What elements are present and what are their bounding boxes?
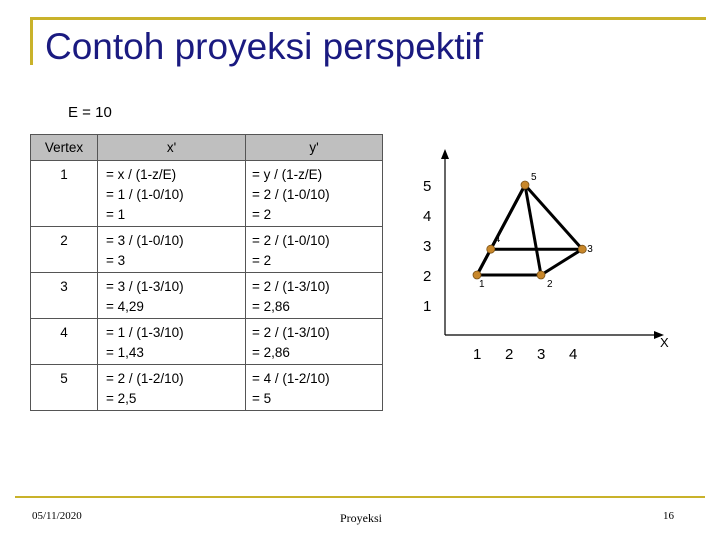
table-header-row bbox=[31, 135, 383, 161]
vertex-label: 5 bbox=[531, 172, 537, 183]
vertex-point bbox=[537, 271, 545, 279]
x-tick-label: 4 bbox=[569, 346, 578, 363]
header-x-prime: x' bbox=[98, 135, 246, 161]
vertex-cell: 2 bbox=[31, 227, 98, 273]
y-tick-label: 5 bbox=[423, 178, 432, 195]
y-prime-cell: = 2 / (1-0/10) = 2 bbox=[246, 227, 383, 273]
vertex-point bbox=[521, 181, 529, 189]
vertex-table bbox=[30, 134, 383, 411]
y-tick-label: 2 bbox=[423, 268, 432, 285]
y-axis-arrowhead bbox=[441, 149, 449, 159]
frame-top-rule bbox=[30, 17, 706, 20]
x-prime-cell: = 2 / (1-2/10) = 2,5 bbox=[98, 365, 246, 411]
footer-rule bbox=[15, 496, 705, 498]
y-tick-label: 3 bbox=[423, 238, 432, 255]
perspective-diagram bbox=[410, 140, 680, 370]
y-tick-label: 4 bbox=[423, 208, 432, 225]
table-row bbox=[31, 161, 383, 227]
table-row bbox=[31, 273, 383, 319]
x-tick-label: 2 bbox=[505, 346, 514, 363]
header-y-prime: y' bbox=[246, 135, 383, 161]
footer-title: Proyeksi bbox=[340, 511, 382, 525]
header-vertex: Vertex bbox=[31, 135, 98, 161]
table-row bbox=[31, 227, 383, 273]
x-tick-label: 1 bbox=[473, 346, 482, 363]
vertex-cell: 4 bbox=[31, 319, 98, 365]
x-prime-cell: = 1 / (1-3/10) = 1,43 bbox=[98, 319, 246, 365]
page-number: 16 bbox=[663, 510, 674, 522]
frame-left-rule bbox=[30, 17, 33, 65]
wireframe-edge bbox=[541, 249, 582, 275]
vertex-cell: 5 bbox=[31, 365, 98, 411]
eye-distance-param: E = 10 bbox=[68, 104, 112, 121]
table-row bbox=[31, 319, 383, 365]
vertex-point bbox=[487, 245, 495, 253]
vertex-label: 2 bbox=[547, 279, 553, 290]
x-prime-cell: = x / (1-z/E) = 1 / (1-0/10) = 1 bbox=[98, 161, 246, 227]
x-tick-label: 3 bbox=[537, 346, 546, 363]
slide-title: Contoh proyeksi perspektif bbox=[45, 26, 484, 67]
vertex-label: 4 bbox=[494, 234, 501, 246]
vertex-cell: 3 bbox=[31, 273, 98, 319]
vertex-label: 3 bbox=[587, 244, 593, 256]
table-row bbox=[31, 365, 383, 411]
x-axis-label: X bbox=[660, 335, 669, 350]
y-prime-cell: = 4 / (1-2/10) = 5 bbox=[246, 365, 383, 411]
footer-date: 05/11/2020 bbox=[32, 510, 82, 522]
vertex-cell: 1 bbox=[31, 161, 98, 227]
x-prime-cell: = 3 / (1-0/10) = 3 bbox=[98, 227, 246, 273]
y-tick-label: 1 bbox=[423, 298, 432, 315]
y-prime-cell: = y / (1-z/E) = 2 / (1-0/10) = 2 bbox=[246, 161, 383, 227]
vertex-point bbox=[578, 245, 586, 253]
y-prime-cell: = 2 / (1-3/10) = 2,86 bbox=[246, 319, 383, 365]
x-prime-cell: = 3 / (1-3/10) = 4,29 bbox=[98, 273, 246, 319]
y-prime-cell: = 2 / (1-3/10) = 2,86 bbox=[246, 273, 383, 319]
vertex-point bbox=[473, 271, 481, 279]
vertex-label: 1 bbox=[479, 279, 485, 290]
